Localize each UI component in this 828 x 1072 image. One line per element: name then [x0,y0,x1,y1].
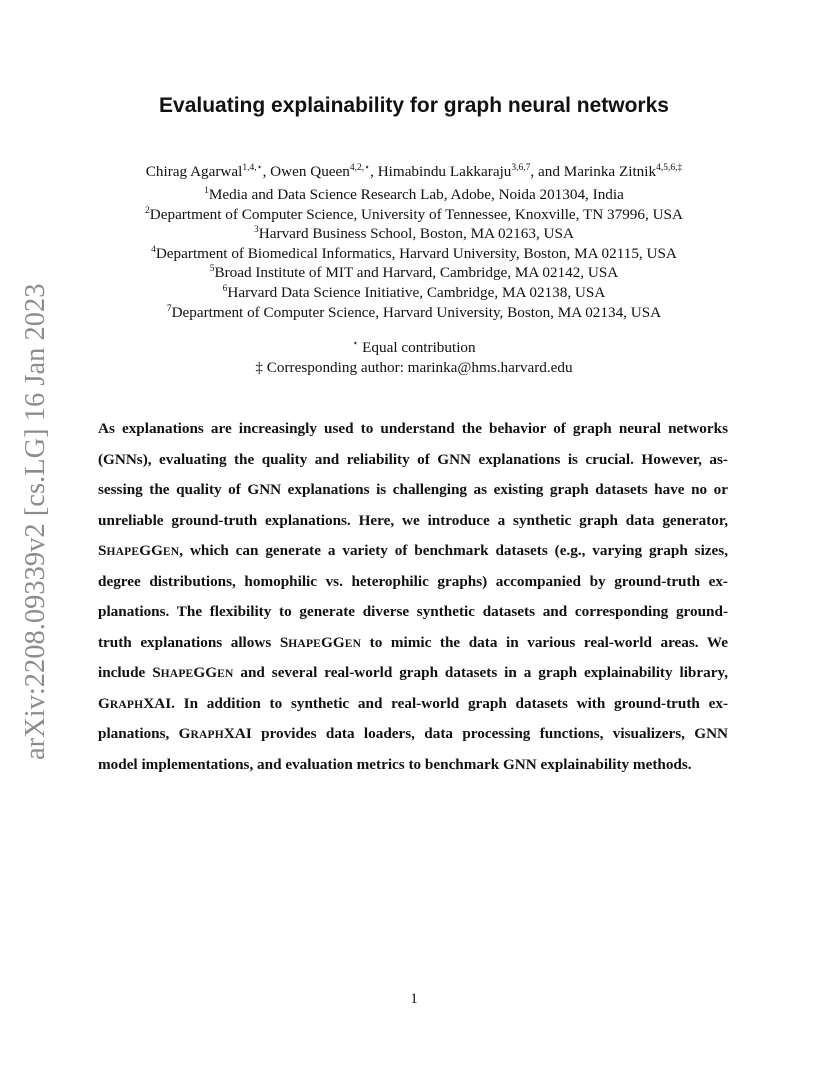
author-affiliation-marks: 1,4,⋆ [242,163,263,173]
abstract-line: truth explanations allows SHAPEGGEN to mimic the data in various real-world areas. We [98,633,728,651]
affiliation-number: 1 [204,186,209,196]
abstract-line: As explanations are increasingly used to understand the behavior of graph neural networks [98,420,728,437]
equal-contribution-text: Equal contribution [358,339,476,356]
equal-contribution-symbol: ⋆ [352,339,359,349]
affiliation-text: Department of Computer Science, Harvard University, Boston, MA 02134, USA [171,303,662,321]
paper-title: Evaluating explainability for graph neural networks [159,94,669,117]
affiliation-item [0,303,828,323]
abstract [98,414,728,780]
affiliation-number: 2 [145,205,150,216]
page-number: 1 [410,990,418,1007]
affiliation-number: 6 [222,283,228,294]
abstract-line: sessing the quality of GNN explanations is challenging as existing graph datasets have no or [98,481,728,498]
author-name: Himabindu Lakkaraju [377,163,512,180]
library-name: SHAPEGGEN [98,542,180,559]
abstract-line: (GNNs), evaluating the quality and reliability of GNN explanations is crucial. However, as- [98,450,728,468]
abstract-line: GRAPHXAI. In addition to synthetic and real-world graph datasets with ground-truth ex- [98,694,728,712]
abstract-line: include SHAPEGGEN and several real-world graph datasets in a graph explainability library, [98,664,729,681]
author-name: Marinka Zitnik [563,163,657,180]
library-name: SHAPEGGEN [152,664,234,681]
affiliation-number: 7 [166,303,172,314]
author-name: Owen Queen [270,163,350,180]
library-name: GRAPHXAI [98,694,172,712]
author-name: Chirag Agarwal [145,163,243,180]
affiliation-text: Department of Biomedical Informatics, Harvard University, Boston, MA 02115, USA [155,244,677,262]
abstract-line: degree distributions, homophilic vs. heterophilic graphs) accompanied by ground-truth ex- [98,572,728,590]
affiliation-item [0,244,828,264]
abstract-line: SHAPEGGEN, which can generate a variety of benchmark datasets (e.g., varying graph sizes, [98,542,728,559]
author-affiliation-marks: 4,2,⋆ [349,163,371,173]
abstract-line: planations. The flexibility to generate diverse synthetic datasets and corresponding ground- [98,603,728,620]
author-separator: , [262,163,271,180]
affiliation-item [0,185,828,205]
abstract-line: model implementations, and evaluation metrics to benchmark GNN explainability methods. [98,755,692,773]
author-affiliation-marks: 3,6,7 [511,163,531,173]
affiliation-list [0,185,828,322]
author-separator: , and [530,163,564,180]
corresponding-author-note: ‡ Corresponding author: marinka@hms.harvard.edu [255,358,573,376]
affiliation-number: 5 [209,264,215,275]
affiliation-item [0,283,828,303]
affiliation-number: 3 [254,225,259,236]
author-affiliation-marks: 4,5,6,‡ [656,163,683,173]
affiliation-text: Harvard Data Science Initiative, Cambridge, MA 02138, USA [227,283,606,301]
author-notes [0,338,828,377]
affiliation-text: Broad Institute of MIT and Harvard, Cambridge, MA 02142, USA [214,264,619,282]
affiliation-text: Department of Computer Science, University of Tennessee, Knoxville, TN 37996, USA [149,205,683,223]
affiliation-item [0,224,828,244]
library-name: SHAPEGGEN [279,633,362,651]
affiliation-text: Media and Data Science Research Lab, Adobe, Noida 201304, India [208,186,624,203]
abstract-line: unreliable ground-truth explanations. Here, we introduce a synthetic graph data generator, [98,511,728,529]
abstract-line: planations, GRAPHXAI provides data loaders, data processing functions, visualizers, GNN [98,725,729,742]
author-list [0,162,828,182]
affiliation-text: Harvard Business School, Boston, MA 02163, USA [258,225,574,243]
arxiv-identifier-stamp: arXiv:2208.09339v2 [cs.LG] 16 Jan 2023 [20,283,51,760]
affiliation-item [0,263,828,283]
author-separator: , [370,163,378,180]
equal-contribution-note [0,338,828,358]
affiliation-number: 4 [151,244,156,255]
affiliation-item [0,205,828,225]
library-name: GRAPHXAI [178,725,252,742]
